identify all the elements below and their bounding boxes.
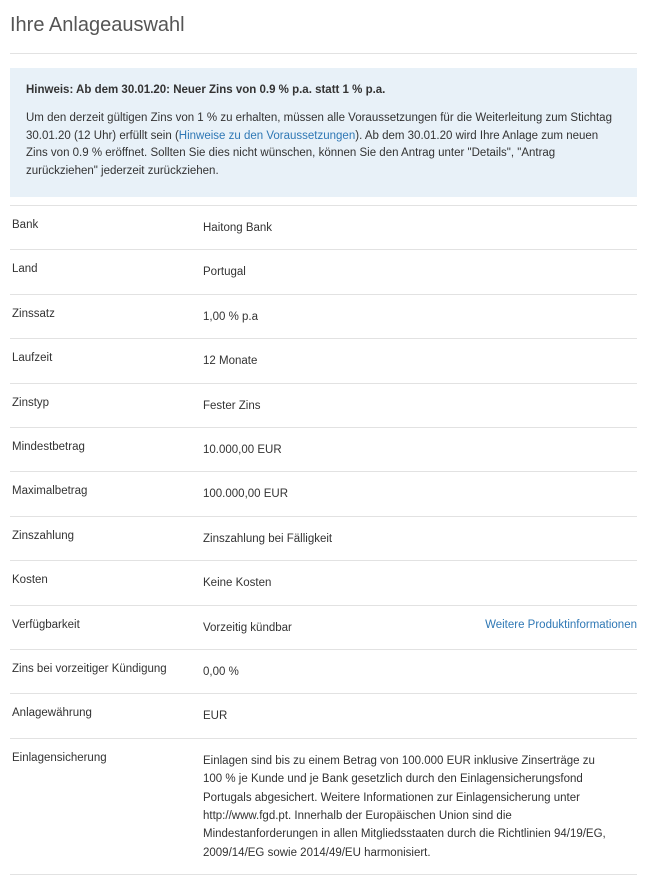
table-row	[10, 384, 637, 428]
table-row	[10, 606, 637, 650]
notice-body	[26, 110, 621, 181]
product-info-link[interactable]: Weitere Produktinformationen	[485, 618, 637, 631]
row-value-land: Portugal	[203, 266, 246, 279]
table-row	[10, 517, 637, 561]
notice-text-part2: ). Ab dem 30.01.20 wird Ihre Anlage zum neuen Zins von 0.9 % eröffnet. Sollten Sie dies nicht wünschen, können Sie den Antrag unter "Details", "Antrag zurückziehen" jederzeit zurückziehen.	[26, 129, 599, 178]
row-value-kosten: Keine Kosten	[203, 577, 272, 590]
product-info-link-cell	[485, 619, 637, 631]
product-details-table	[10, 205, 637, 875]
row-label-zins-vorzeitige-kuendigung: Zins bei vorzeitiger Kündigung	[12, 662, 167, 675]
page-title: Ihre Anlageauswahl	[10, 14, 185, 36]
table-row	[10, 472, 637, 516]
table-row	[10, 295, 637, 339]
notice-text-part1: Um den derzeit gültigen Zins von 1 % zu erhalten, müssen alle Voraussetzungen für die Weiterleitung zum Stichtag 30.01.20 (12 Uhr) erfüllt sein (	[26, 111, 612, 142]
table-row	[10, 205, 637, 250]
table-row	[10, 650, 637, 694]
table-row	[10, 694, 637, 738]
row-value-zinstyp: Fester Zins	[203, 399, 261, 412]
table-row	[10, 250, 637, 294]
row-value-maximalbetrag: 100.000,00 EUR	[203, 488, 289, 501]
row-value-einlagensicherung: Einlagen sind bis zu einem Betrag von 100.000 EUR inklusive Zinserträge zu 100 % je Kunde und je Bank gesetzlich durch den Einlagensicherungsfond Portugals abgesichert. Weitere Informationen zur Einlagensicherung unter http://www.fgd.pt. Innerhalb der Europäischen Union sind die Mindestanforderungen in allen Mitgliedsstaaten durch die Richtlinien 94/19/EG, 2009/14/EG sowie 2014/49/EU harmonisiert.	[203, 754, 606, 859]
investment-selection-page	[0, 14, 647, 875]
row-label-laufzeit: Laufzeit	[12, 352, 53, 365]
row-label-anlagewaehrung: Anlagewährung	[12, 707, 92, 720]
row-label-mindestbetrag: Mindestbetrag	[12, 441, 85, 454]
row-label-zinstyp: Zinstyp	[12, 396, 50, 409]
row-value-zins-vorzeitige-kuendigung: 0,00 %	[203, 665, 239, 678]
row-value-laufzeit: 12 Monate	[203, 355, 258, 368]
row-label-maximalbetrag: Maximalbetrag	[12, 485, 88, 498]
notice-heading: Hinweis: Ab dem 30.01.20: Neuer Zins von 0.9 % p.a. statt 1 % p.a.	[26, 84, 386, 96]
row-value-anlagewaehrung: EUR	[203, 710, 228, 723]
table-row	[10, 428, 637, 472]
row-value-bank: Haitong Bank	[203, 222, 273, 235]
table-row	[10, 561, 637, 605]
row-value-zinssatz: 1,00 % p.a	[203, 310, 258, 323]
table-row	[10, 339, 637, 383]
row-label-bank: Bank	[12, 219, 39, 232]
row-label-verfuegbarkeit: Verfügbarkeit	[12, 618, 80, 631]
title-divider	[10, 53, 637, 54]
interest-rate-notice	[10, 68, 637, 197]
row-value-zinszahlung: Zinszahlung bei Fälligkeit	[203, 532, 333, 545]
row-value-verfuegbarkeit: Vorzeitig kündbar	[203, 621, 292, 634]
row-label-zinssatz: Zinssatz	[12, 307, 55, 320]
notice-conditions-link[interactable]: Hinweise zu den Voraussetzungen	[178, 129, 356, 142]
row-label-zinszahlung: Zinszahlung	[12, 529, 75, 542]
row-label-kosten: Kosten	[12, 574, 48, 587]
row-label-einlagensicherung: Einlagensicherung	[12, 751, 107, 764]
table-row	[10, 739, 637, 875]
row-label-land: Land	[12, 263, 38, 276]
row-value-mindestbetrag: 10.000,00 EUR	[203, 444, 282, 457]
